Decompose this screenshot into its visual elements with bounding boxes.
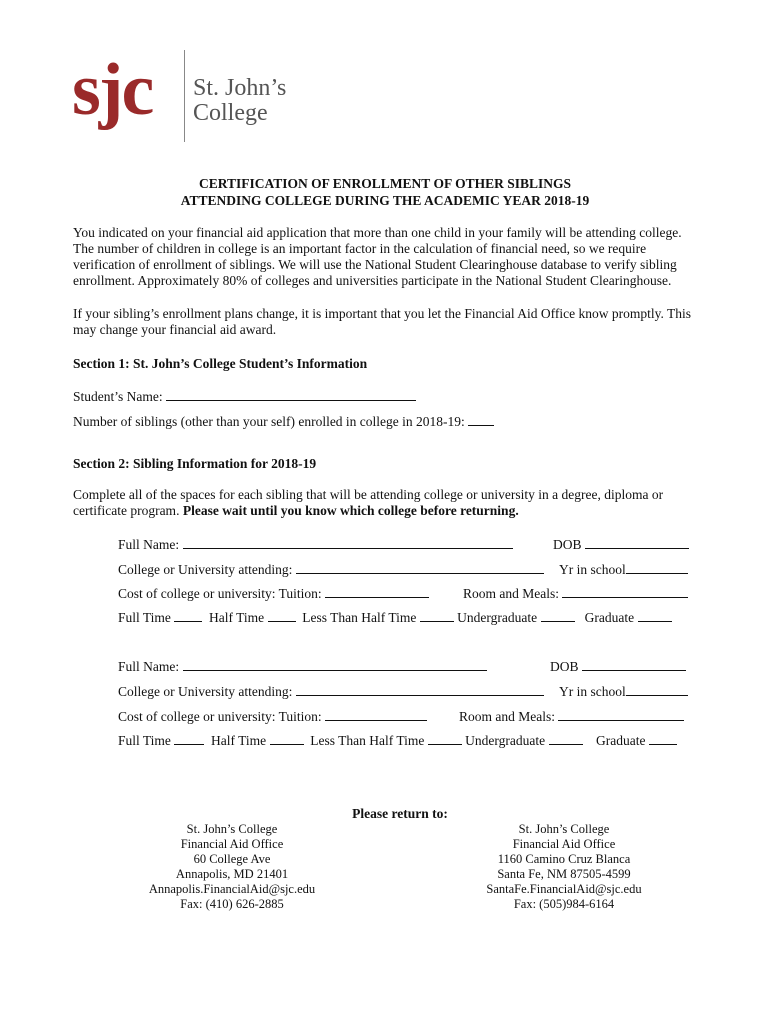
half-time-label: Half Time <box>209 610 265 625</box>
instructions-emphasis: Please wait until you know which college before returning. <box>182 503 519 518</box>
siblings-count-field[interactable] <box>468 413 494 426</box>
fax-number: Fax: (410) 626-2885 <box>180 897 284 911</box>
undergraduate-label: Undergraduate <box>465 733 546 748</box>
sibling-2-name-row <box>118 658 487 675</box>
intro-line: The number of children in college is an important factor in the calculation of financial need, so we require <box>73 241 647 256</box>
student-name-field[interactable] <box>166 388 416 401</box>
logo-name-line1: St. John’s <box>193 75 287 101</box>
sibling-1-yr-field[interactable] <box>626 561 688 574</box>
email-link[interactable]: Annapolis.FinancialAid@sjc.edu <box>148 882 316 896</box>
section2-instructions <box>73 487 723 519</box>
full-time-label: Full Time <box>118 733 171 748</box>
yr-label: Yr in school <box>559 562 626 577</box>
sibling-1-room-field[interactable] <box>562 585 688 598</box>
sibling-2-cost-row <box>118 708 427 725</box>
sibling-2-college-row <box>118 683 544 700</box>
address-line: Annapolis, MD 21401 <box>175 867 289 881</box>
sibling-1-half-time-field[interactable] <box>268 609 296 622</box>
sibling-1-dob-row <box>553 536 689 553</box>
full-name-label: Full Name: <box>118 537 180 552</box>
section1-heading: Section 1: St. John’s College Student’s Information <box>73 356 368 371</box>
return-heading: Please return to: <box>352 806 448 821</box>
student-name-label: Student’s Name: <box>73 389 163 404</box>
instructions-line <box>73 503 723 519</box>
sibling-2-less-than-half-field[interactable] <box>428 732 462 745</box>
sibling-2-dob-row <box>550 658 686 675</box>
address-line: St. John’s College <box>518 822 610 836</box>
sibling-1-name-field[interactable] <box>183 536 513 549</box>
sibling-2-half-time-field[interactable] <box>270 732 304 745</box>
full-name-label: Full Name: <box>118 659 180 674</box>
less-than-half-label: Less Than Half Time <box>310 733 425 748</box>
title-line-2: ATTENDING COLLEGE DURING THE ACADEMIC YEAR 2018-19 <box>180 193 590 208</box>
intro-line: enrollment. Approximately 80% of colleges and universities participate in the National Student Clearinghouse. <box>73 273 672 288</box>
address-line: Financial Aid Office <box>180 837 284 851</box>
fax-number: Fax: (505)984-6164 <box>513 897 615 911</box>
sibling-1-college-row <box>118 561 544 578</box>
sibling-2-status-row <box>118 732 677 749</box>
sibling-2-name-field[interactable] <box>183 658 487 671</box>
sibling-1-status-row <box>118 609 672 626</box>
title-line-1: CERTIFICATION OF ENROLLMENT OF OTHER SIBLINGS <box>199 176 571 191</box>
notice-line: If your sibling’s enrollment plans change, it is important that you let the Financial Aid Office know promptly. This <box>73 306 692 321</box>
college-label: College or University attending: <box>118 684 293 699</box>
logo-wordmark <box>193 76 286 126</box>
address-line: 60 College Ave <box>193 852 271 866</box>
sibling-2-graduate-field[interactable] <box>649 732 677 745</box>
address-line: Santa Fe, NM 87505-4599 <box>497 867 631 881</box>
siblings-count-label: Number of siblings (other than your self) enrolled in college in 2018-19: <box>73 414 465 429</box>
sibling-2-room-field[interactable] <box>558 708 684 721</box>
graduate-label: Graduate <box>596 733 646 748</box>
sibling-2-undergraduate-field[interactable] <box>549 732 583 745</box>
address-line: 1160 Camino Cruz Blanca <box>497 852 631 866</box>
sibling-1-less-than-half-field[interactable] <box>420 609 454 622</box>
intro-line: verification of enrollment of siblings. We will use the National Student Clearinghouse database to verify sibling <box>73 257 677 272</box>
santafe-address <box>454 822 674 912</box>
sibling-1-undergraduate-field[interactable] <box>541 609 575 622</box>
college-logo <box>72 48 332 148</box>
intro-paragraph <box>73 225 723 289</box>
sibling-2-tuition-field[interactable] <box>325 708 427 721</box>
full-time-label: Full Time <box>118 610 171 625</box>
email-link[interactable]: SantaFe.FinancialAid@sjc.edu <box>486 882 642 896</box>
college-label: College or University attending: <box>118 562 293 577</box>
sibling-1-room-row <box>463 585 688 602</box>
sibling-2-yr-row <box>559 683 688 700</box>
sibling-1-yr-row <box>559 561 688 578</box>
cost-label: Cost of college or university: Tuition: <box>118 709 322 724</box>
sibling-1-tuition-field[interactable] <box>325 585 429 598</box>
sibling-1-cost-row <box>118 585 429 602</box>
annapolis-address <box>122 822 342 912</box>
room-label: Room and Meals: <box>463 586 559 601</box>
cost-label: Cost of college or university: Tuition: <box>118 586 322 601</box>
less-than-half-label: Less Than Half Time <box>302 610 417 625</box>
room-label: Room and Meals: <box>459 709 555 724</box>
dob-label: DOB <box>553 537 582 552</box>
sibling-2-full-time-field[interactable] <box>174 732 204 745</box>
sibling-1-name-row <box>118 536 513 553</box>
instructions-line: Complete all of the spaces for each sibling that will be attending college or university in a degree, diploma or <box>73 487 664 502</box>
address-line: Financial Aid Office <box>512 837 616 851</box>
dob-label: DOB <box>550 659 579 674</box>
half-time-label: Half Time <box>211 733 267 748</box>
instructions-text: certificate program. <box>73 503 180 518</box>
sibling-2-college-field[interactable] <box>296 683 544 696</box>
student-name-row <box>73 388 416 405</box>
notice-line: may change your financial aid award. <box>73 322 277 337</box>
yr-label: Yr in school <box>559 684 626 699</box>
siblings-count-row <box>73 413 494 430</box>
sibling-2-dob-field[interactable] <box>582 658 686 671</box>
logo-divider <box>184 50 185 142</box>
graduate-label: Graduate <box>584 610 635 625</box>
logo-mark: sjc <box>72 49 153 131</box>
sibling-2-room-row <box>459 708 684 725</box>
address-line: St. John’s College <box>186 822 278 836</box>
undergraduate-label: Undergraduate <box>457 610 538 625</box>
sibling-1-graduate-field[interactable] <box>638 609 672 622</box>
section2-heading: Section 2: Sibling Information for 2018-19 <box>73 456 317 471</box>
logo-name-line2: College <box>193 100 268 126</box>
intro-line: You indicated on your financial aid application that more than one child in your family will be attending college. <box>73 225 682 240</box>
sibling-1-dob-field[interactable] <box>585 536 689 549</box>
sibling-1-full-time-field[interactable] <box>174 609 202 622</box>
change-notice-paragraph <box>73 306 723 338</box>
sibling-2-yr-field[interactable] <box>626 683 688 696</box>
sibling-1-college-field[interactable] <box>296 561 544 574</box>
